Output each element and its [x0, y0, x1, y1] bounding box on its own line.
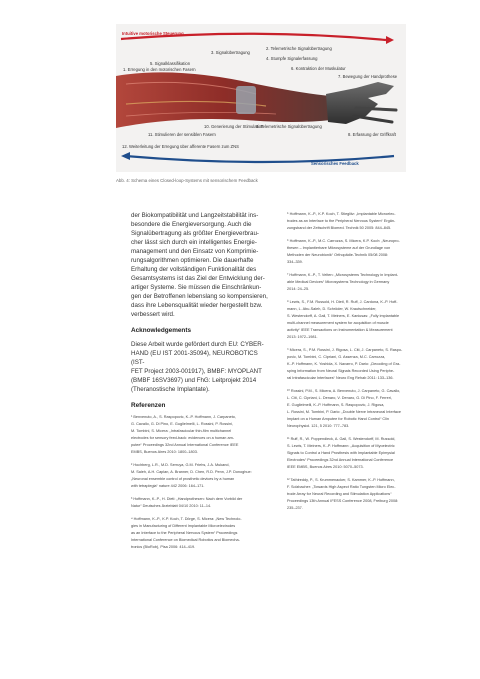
text-line: dass ihre Lebensqualität wieder hergestellt bzw.	[131, 302, 263, 309]
text-line: ⁹ Micera, S., P.M. Rossini, J. Rigosa, L. Citi, J. Carpaneto, S. Raspo-	[287, 348, 403, 352]
left-column	[131, 211, 271, 551]
text-line: tronics (BioRob), Pisa 2006: 414–419.	[131, 545, 196, 549]
closed-loop-diagram	[116, 24, 406, 172]
text-line: trode Array for Neural Recording and Stimulation Applications“	[287, 492, 392, 496]
diagram-label: 1. Erregung in den motorischen Fasern	[123, 67, 196, 72]
text-line: able Medical Devices“ Microsystems Technology in Germany	[287, 280, 390, 284]
right-column	[287, 211, 427, 512]
text-line: cher lässt sich durch ein intelligentes Energie-	[131, 239, 257, 246]
diagram-label: 7. Bewegung der Handprothese	[338, 74, 398, 79]
figure-caption: Abb. 4: Schema eines Closed-loop-Systems mit sensorischem Feedback	[116, 178, 258, 183]
text-line: HAND (EU IST 2001-35094), NEUROBOTICS (IST-	[131, 350, 258, 366]
text-line: 334–339.	[287, 260, 303, 264]
diagram-label: 5. Signalklassifikation	[150, 61, 191, 66]
text-line: activity“ IEEE Transactions on Instrumentation & Measurement	[287, 328, 393, 332]
diagram-label: 6. Kontraktion der Muskulatur	[291, 66, 346, 71]
text-line: 2013: 1972–1981.	[287, 335, 318, 339]
text-line: Implant on a Human Amputee for Robotic Hand Control“ Clin	[287, 417, 389, 421]
reference-item	[287, 388, 427, 430]
text-line: F. Solzbacher: „Towards High Aspect Ratio Tungsten Micro Elec-	[287, 485, 396, 489]
reference-item	[287, 347, 427, 382]
acknowledgements-paragraph	[131, 340, 271, 394]
text-line: 235–237.	[287, 506, 303, 510]
text-line: besondere die Energieversorgung. Auch die	[131, 221, 252, 228]
reference-item	[131, 414, 271, 456]
text-line: Neurophysiol. 121, 5 2010: 777–783.	[287, 424, 350, 428]
reference-item	[287, 211, 427, 232]
text-line: as an Interface to the Peripheral Nervous System“ Proceedings	[131, 531, 238, 535]
diagram-label: 2. Telemetrische Signalübertragung	[266, 46, 332, 51]
text-line: ⁷ Hoffmann, K.-P., T. Velten: „Microsystems Technology in Implant-	[287, 273, 399, 277]
reference-item	[131, 516, 271, 551]
text-line: sping Information from Neural Signals Recorded Using Periphe-	[287, 369, 395, 373]
text-line: Signalübertragung als größter Energieverbrau-	[131, 230, 259, 237]
text-line: M. Tombini, S. Micera: „Intrafascicular thin-film multichannel	[131, 429, 232, 433]
text-line: E. Guglielmelli, K.-P. Hoffmann, S. Raspopovic, J. Rigosa,	[287, 403, 385, 407]
diagram-label: 3. Signalübertragung	[211, 50, 250, 55]
text-line: (Theranostische Implantate).	[131, 386, 210, 393]
text-line: S. Lewis, T. Meiners, K.-P. Hoffmann: „Acquisition of Myoelectric	[287, 444, 395, 448]
diagram-illustration	[116, 24, 406, 172]
reference-item	[131, 462, 271, 490]
reference-item	[131, 496, 271, 510]
text-line: Erhaltung der vollständigen Funktionalität des	[131, 266, 257, 273]
text-line: „Neuronal ensemble control of prosthetic devices by a human	[131, 477, 235, 481]
text-line: G. Cavallo, G. Di Pino, E. Guglielmelli, L. Rossini, P. Rossini,	[131, 422, 234, 426]
text-line: artiger Systeme. Sie müssen die Einschränkun-	[131, 284, 262, 291]
acknowledgements-heading: Acknowledgements	[131, 327, 192, 334]
text-line: Signals to Control a Hand Prosthesis with Implantable Epimysial	[287, 451, 395, 455]
text-line: mann, L. Abu-Saleh, D. Schröder, W. Krautschneider,	[287, 307, 377, 311]
text-line: L. Rossini, M. Tombini, P. Dario: „Double Nerve Intraneural Interface	[287, 410, 402, 414]
text-line: ¹ Benvenuto, A., S. Raspopovic, K.-P. Hoffmann, J. Carpaneto,	[131, 415, 236, 419]
bottom-banner-label: Sensorisches Feedback	[311, 161, 359, 166]
text-line: rungsalgorithmen optimieren. Die dauerhafte	[131, 257, 254, 264]
text-line: International Conference on Biomedical Robotics and Biomecha-	[131, 538, 240, 542]
text-line: K.-P. Hoffmann, K. Yoshida, X. Navarro, P. Dario: „Decoding of Gra-	[287, 362, 401, 366]
text-line: FET Project 2003-001917), BMBF: MYOPLANT	[131, 368, 262, 375]
text-line: ⁵ Hoffmann, K.-P., K.P. Koch, T. Stieglitz: „Implantable Microelec-	[287, 212, 396, 216]
text-line: ³ Hoffmann, K.-P., H. Dietl: „Handprothesen: Nach dem Vorbild der	[131, 497, 243, 501]
text-line: putee“ Proceedings 32nd Annual International Conference IEEE	[131, 443, 239, 447]
text-line: IEEE EMBS, Buenos Aires 2010: 5070–5073.	[287, 465, 364, 469]
text-line: gies in Manufacturing of Different Implantable Microelectrodes	[131, 524, 236, 528]
text-line: Electrodes“ Proceedings 32nd Annual International Conference	[287, 458, 394, 462]
text-line: trodes as an Interface to the Peripheral Nervous System“ Ergän-	[287, 219, 396, 223]
text-line: ¹¹ Ruff, R., W. Poppendieck, A. Gail, S. Westendorff, M. Russold,	[287, 437, 396, 441]
diagram-label: 11. Stimulieren der sensiblen Fasern	[148, 132, 216, 137]
text-line: management und den Einsatz von Komprimie-	[131, 248, 259, 255]
text-line: povic, M. Tombini, C. Cipriani, G. Assenza, M.C. Carrozza,	[287, 355, 386, 359]
text-line: ¹⁰ Rossini, P.M., S. Micera, A. Benvenuto, J. Carpaneto, G. Cavallo,	[287, 389, 401, 393]
text-line: EMBS, Buenos Aires 2010: 1800–1803.	[131, 450, 198, 454]
text-line: Proceedings 13th Annual IFESS Conference 2008, Freiburg 2008:	[287, 499, 399, 503]
text-line: electrodes for sensory feed-back: evidences on a human am-	[131, 436, 234, 440]
text-line: L. Citi, C. Cipriani, L. Denaro, V. Denaro, G. Di Pino, F. Ferreri,	[287, 396, 392, 400]
diagram-label: 12. Weiterleitung der Erregung über afferente Fasern zum ZNS	[122, 144, 239, 149]
diagram-label: 10. Generierung der Stimulation	[204, 124, 264, 129]
text-line: ⁸ Lewis, S., F.M. Russold, H. Dietl, R. Ruff, J. Cardona, K.-P. Hoff-	[287, 300, 398, 304]
text-line: ¹² Tathireddy, P., S. Krummenacker, S. Kammer, K.-P. Hoffmann,	[287, 478, 395, 482]
body-paragraph	[131, 211, 271, 319]
diagram-label: 8. Erfassung der Griffkraft	[348, 132, 396, 137]
reference-item	[287, 238, 427, 266]
text-line: S. Westendorff, A. Gail, T. Meiners, E. Kaniusas: „Fully implantable	[287, 314, 400, 318]
text-line: (BMBF 16SV3697) und FhG: Leitprojekt 2014	[131, 377, 257, 384]
text-line: ⁴ Hoffmann, K.-P., K.P. Koch, T. Dörge, S. Micera: „New Technolo-	[131, 517, 242, 521]
text-line: Natur“ Deutsches Ärzteblatt 04/10 2010: 11–14.	[131, 504, 212, 508]
text-line: verbessert wird.	[131, 311, 175, 318]
references-heading: Referenzen	[131, 402, 166, 409]
reference-item	[287, 272, 427, 293]
reference-item	[287, 436, 427, 471]
text-line: multi-channel measurement system for acquisition of muscle	[287, 321, 389, 325]
text-line: der Biokompatibilität und Langzeitstabilität ins-	[131, 212, 259, 219]
reference-item	[287, 477, 427, 512]
text-line: ² Hochberg, L.R., M.D. Serruya, G.M. Friehs, J.A. Mukand,	[131, 463, 230, 467]
text-line: 2014: 24–25.	[287, 287, 310, 291]
text-line: gen der Betroffenen lebenslang so kompensieren,	[131, 293, 268, 300]
text-line: Diese Arbeit wurde gefördert durch EU: CYBER-	[131, 341, 264, 348]
text-line: zungsband der Zeitschrift Biomed. Technik 50 2005: 844–845.	[287, 226, 392, 230]
reference-item	[287, 299, 427, 341]
text-line: Methoden der Neurobionik“ Orthopädie-Technik 05/08 2008:	[287, 253, 389, 257]
diagram-label: 4. Stumpfe Signalerfassung	[266, 56, 318, 61]
text-line: thesen – Implantierbare Mikrosysteme auf der Grundlage von	[287, 246, 391, 250]
text-line: ral Intrafascicular Interfaces“ Neuro Eng Rehab 2011: 133–136.	[287, 376, 394, 380]
top-banner-label: Intuitive motorische Steuerung	[122, 31, 184, 36]
text-line: M. Saleh, A.H. Caplan, A. Branner, D. Chen, R.D. Penn, J.P. Donoghue:	[131, 470, 252, 474]
diagram-label: 9. Telemetrische Signalübertragung	[256, 124, 322, 129]
text-line: ⁶ Hoffmann, K.-P., M.C. Carrozza, S. Micera, K.P. Koch: „Neuropro-	[287, 239, 400, 243]
text-line: with tetraplegia“ nature 442 2006: 164–171.	[131, 484, 205, 488]
text-line: Gesamtsystems ist das Ziel der Entwicklung der-	[131, 275, 265, 282]
